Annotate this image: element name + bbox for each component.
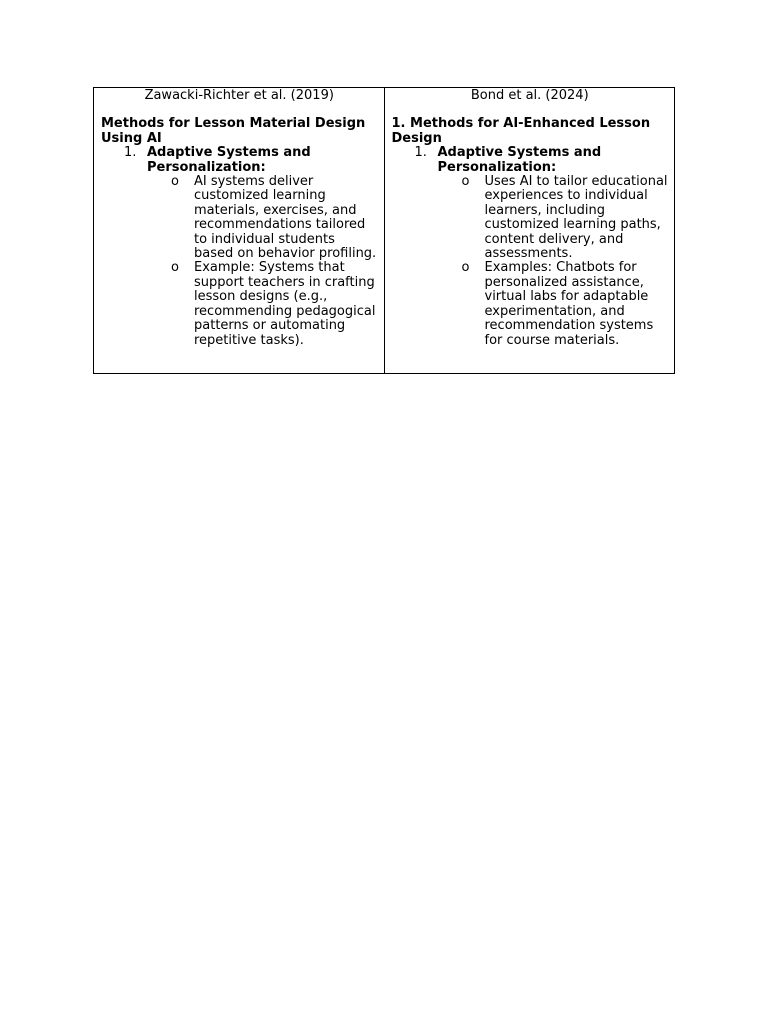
right-item-number: 1. xyxy=(414,145,427,161)
bullet-marker-icon: o xyxy=(171,260,179,276)
comparison-table xyxy=(93,87,675,374)
bullet-marker-icon: o xyxy=(461,260,470,276)
right-numbered-item xyxy=(392,146,669,175)
right-item-title: Adaptive Systems and Personalization: xyxy=(437,145,602,175)
left-column-header: Zawacki-Richter et al. (2019) xyxy=(144,88,334,103)
right-bullet-text-2: Examples: Chatbots for personalized assistance, virtual labs for adaptable experimentation, and recommendation systems for course materials. xyxy=(484,260,654,348)
list-item xyxy=(101,175,378,261)
left-bullet-text-1: AI systems deliver customized learning materials, exercises, and recommendations tailored to individual students based on behavior profiling. xyxy=(194,174,377,262)
table-row xyxy=(94,88,675,374)
right-bullet-text-1: Uses AI to tailor educational experiences to individual learners, including customized learning paths, content delivery, and assessments. xyxy=(484,174,668,262)
bullet-marker-icon: o xyxy=(461,174,470,190)
left-column-cell xyxy=(94,88,385,374)
left-bullet-text-2: Example: Systems that support teachers in crafting lesson designs (e.g., recommending pedagogical patterns or automating repetitive tasks). xyxy=(194,260,376,348)
left-item-title: Adaptive Systems and Personalization: xyxy=(147,145,311,175)
right-section-title: 1. Methods for AI-Enhanced Lesson Design xyxy=(391,116,651,146)
left-bullet-list xyxy=(101,175,378,348)
right-column-header: Bond et al. (2024) xyxy=(470,88,589,103)
left-numbered-item xyxy=(101,146,378,175)
list-item xyxy=(392,261,669,347)
blank-line xyxy=(101,103,378,117)
list-item xyxy=(101,261,378,347)
right-bullet-list xyxy=(392,175,669,348)
list-item xyxy=(392,175,669,261)
blank-line xyxy=(392,103,669,117)
left-item-number: 1. xyxy=(124,145,137,161)
left-section-title: Methods for Lesson Material Design Using AI xyxy=(101,116,366,146)
bullet-marker-icon: o xyxy=(171,174,179,190)
right-column-cell xyxy=(384,88,675,374)
